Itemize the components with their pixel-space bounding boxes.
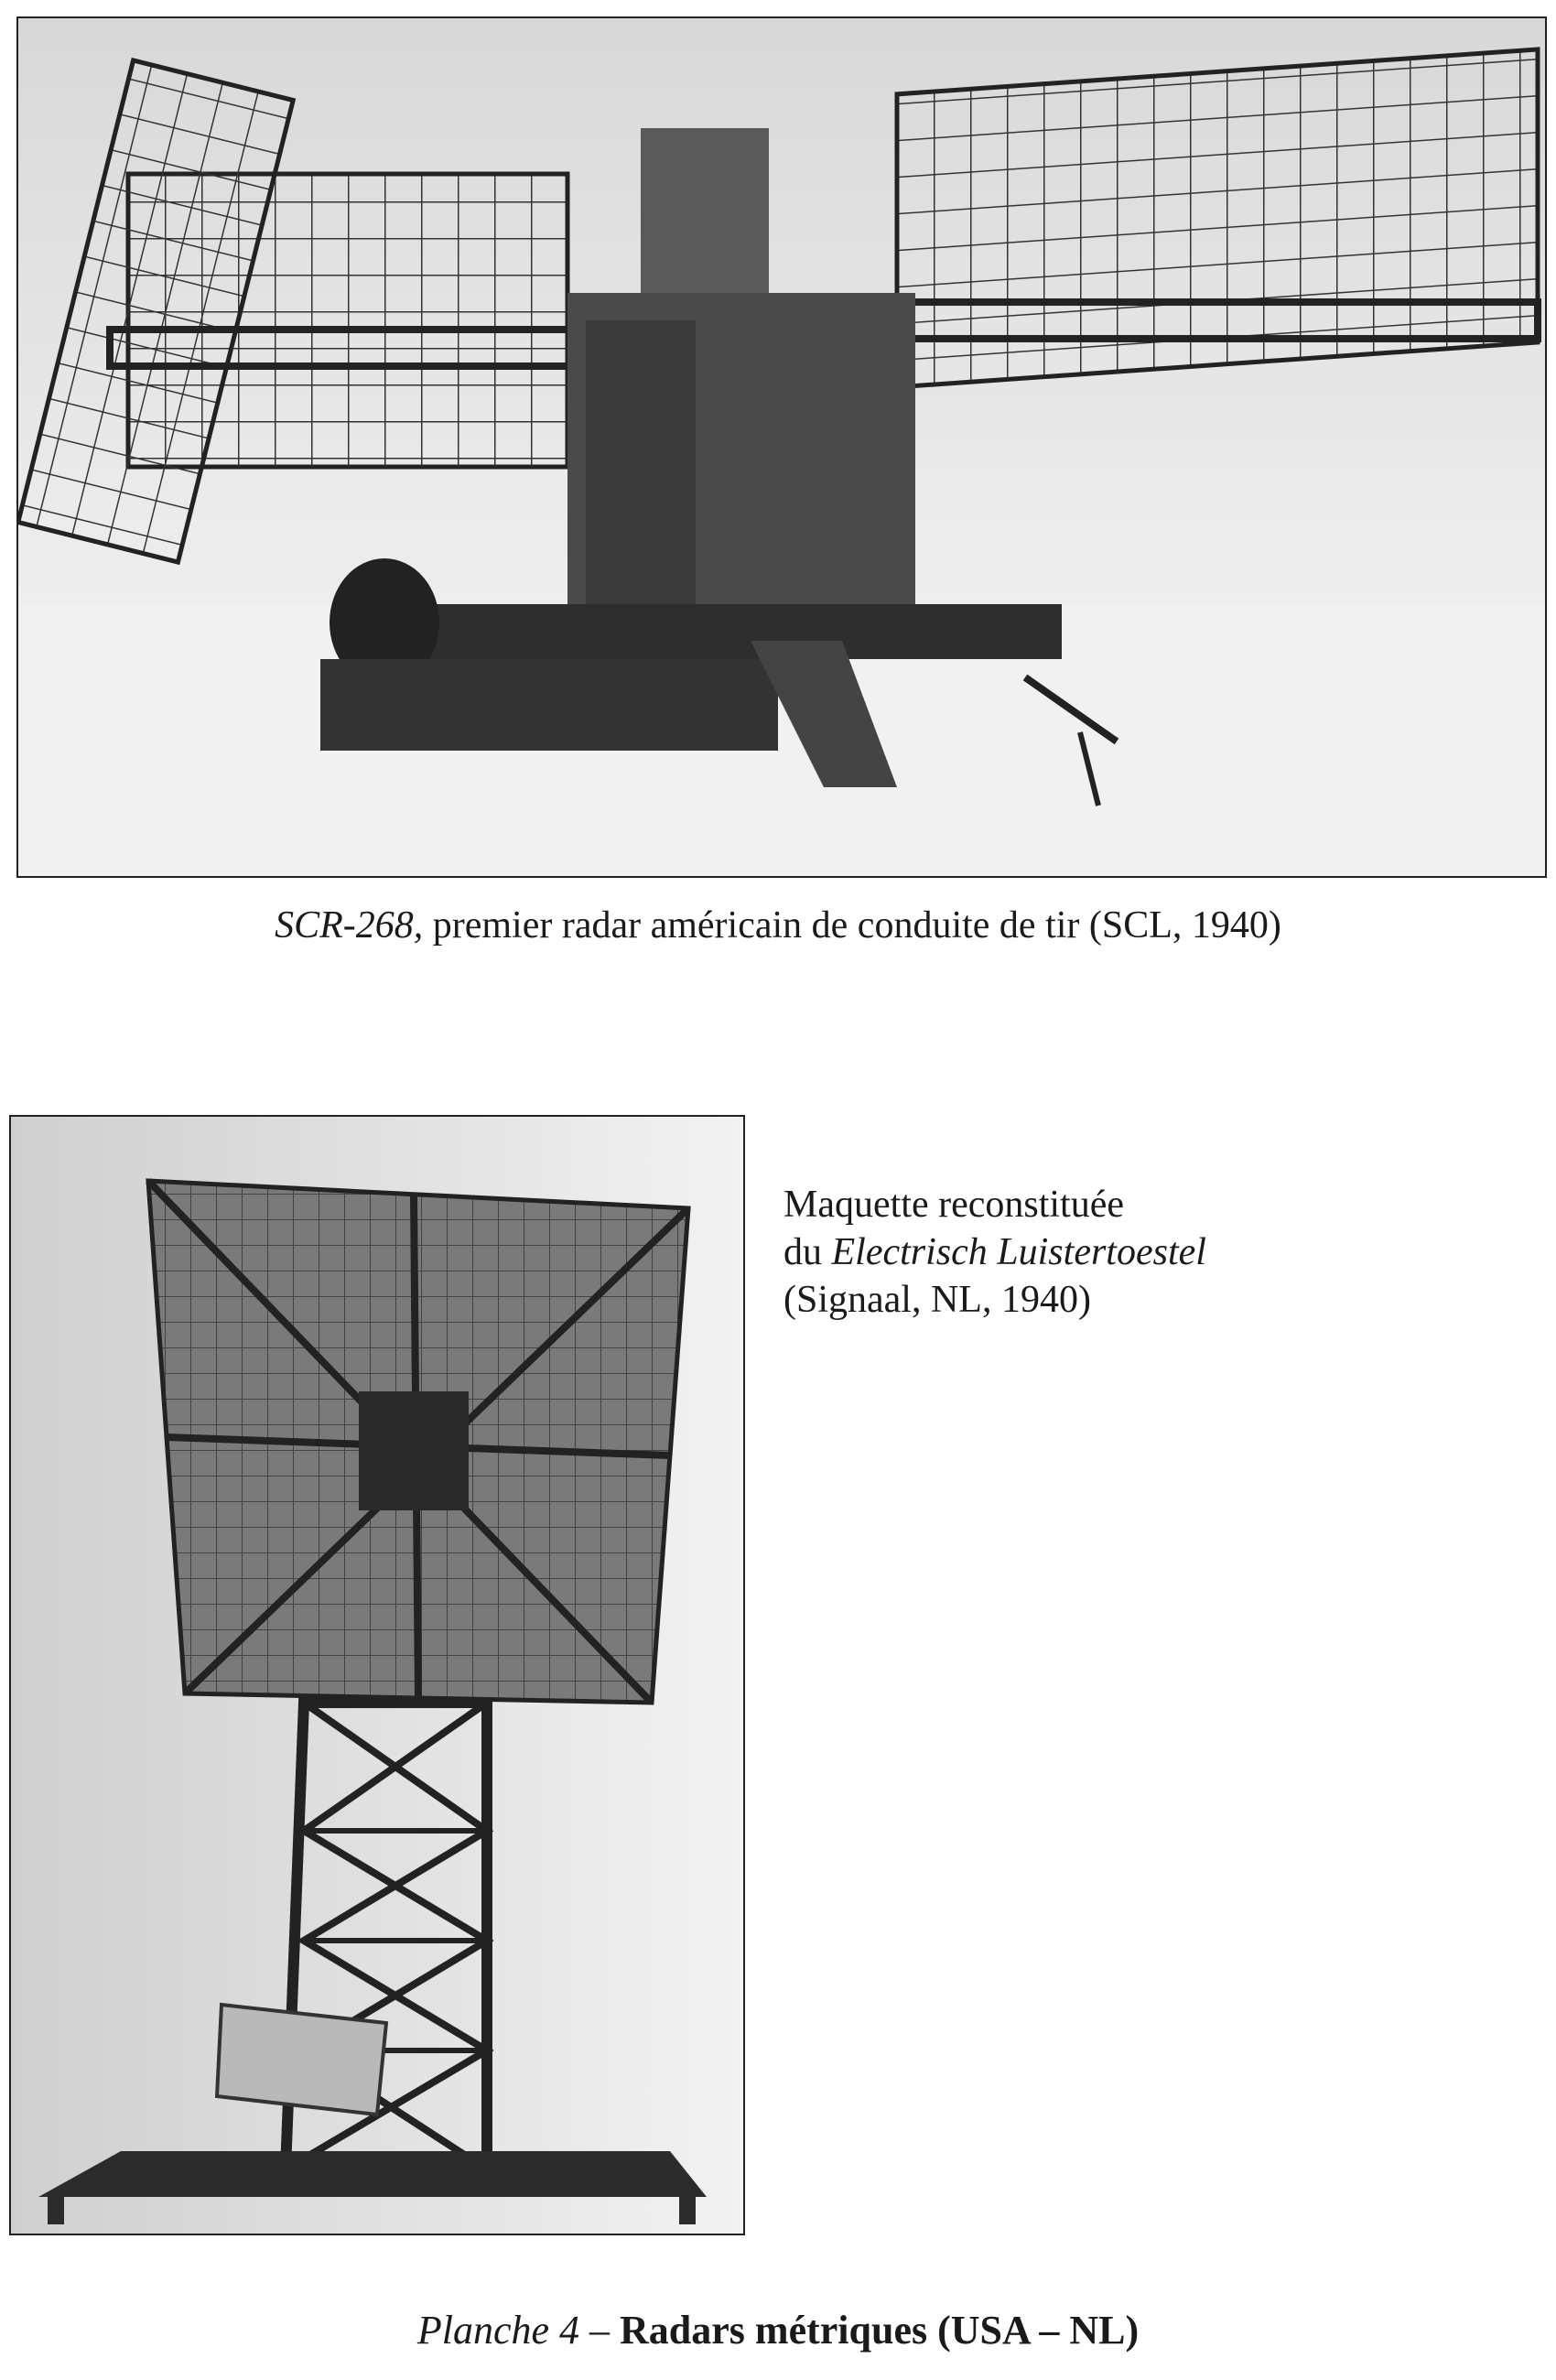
photo-2-caption xyxy=(783,1181,1479,1324)
plate-title-text: Radars métriques (USA – NL) xyxy=(620,2308,1140,2353)
plate-title xyxy=(0,2307,1556,2355)
photo-1-caption xyxy=(0,903,1556,948)
caption-2-line-3: (Signaal, NL, 1940) xyxy=(783,1279,1091,1322)
caption-2-line-2-prefix: du xyxy=(783,1231,832,1274)
caption-2-model-name: Electrisch Luistertoestel xyxy=(831,1231,1206,1274)
caption-1-text: premier radar américain de conduite de tir (SCL, 1940) xyxy=(423,904,1281,947)
caption-2-line-1: Maquette reconstituée xyxy=(783,1184,1125,1226)
plate-dash: – xyxy=(579,2308,621,2353)
plate-label: Planche 4 xyxy=(416,2308,580,2353)
photo-scr-268 xyxy=(16,16,1547,878)
photo-electrisch-luistertoestel xyxy=(9,1115,745,2235)
caption-1-model-name: SCR-268, xyxy=(275,904,424,947)
caption-2-line-2 xyxy=(783,1228,1479,1276)
